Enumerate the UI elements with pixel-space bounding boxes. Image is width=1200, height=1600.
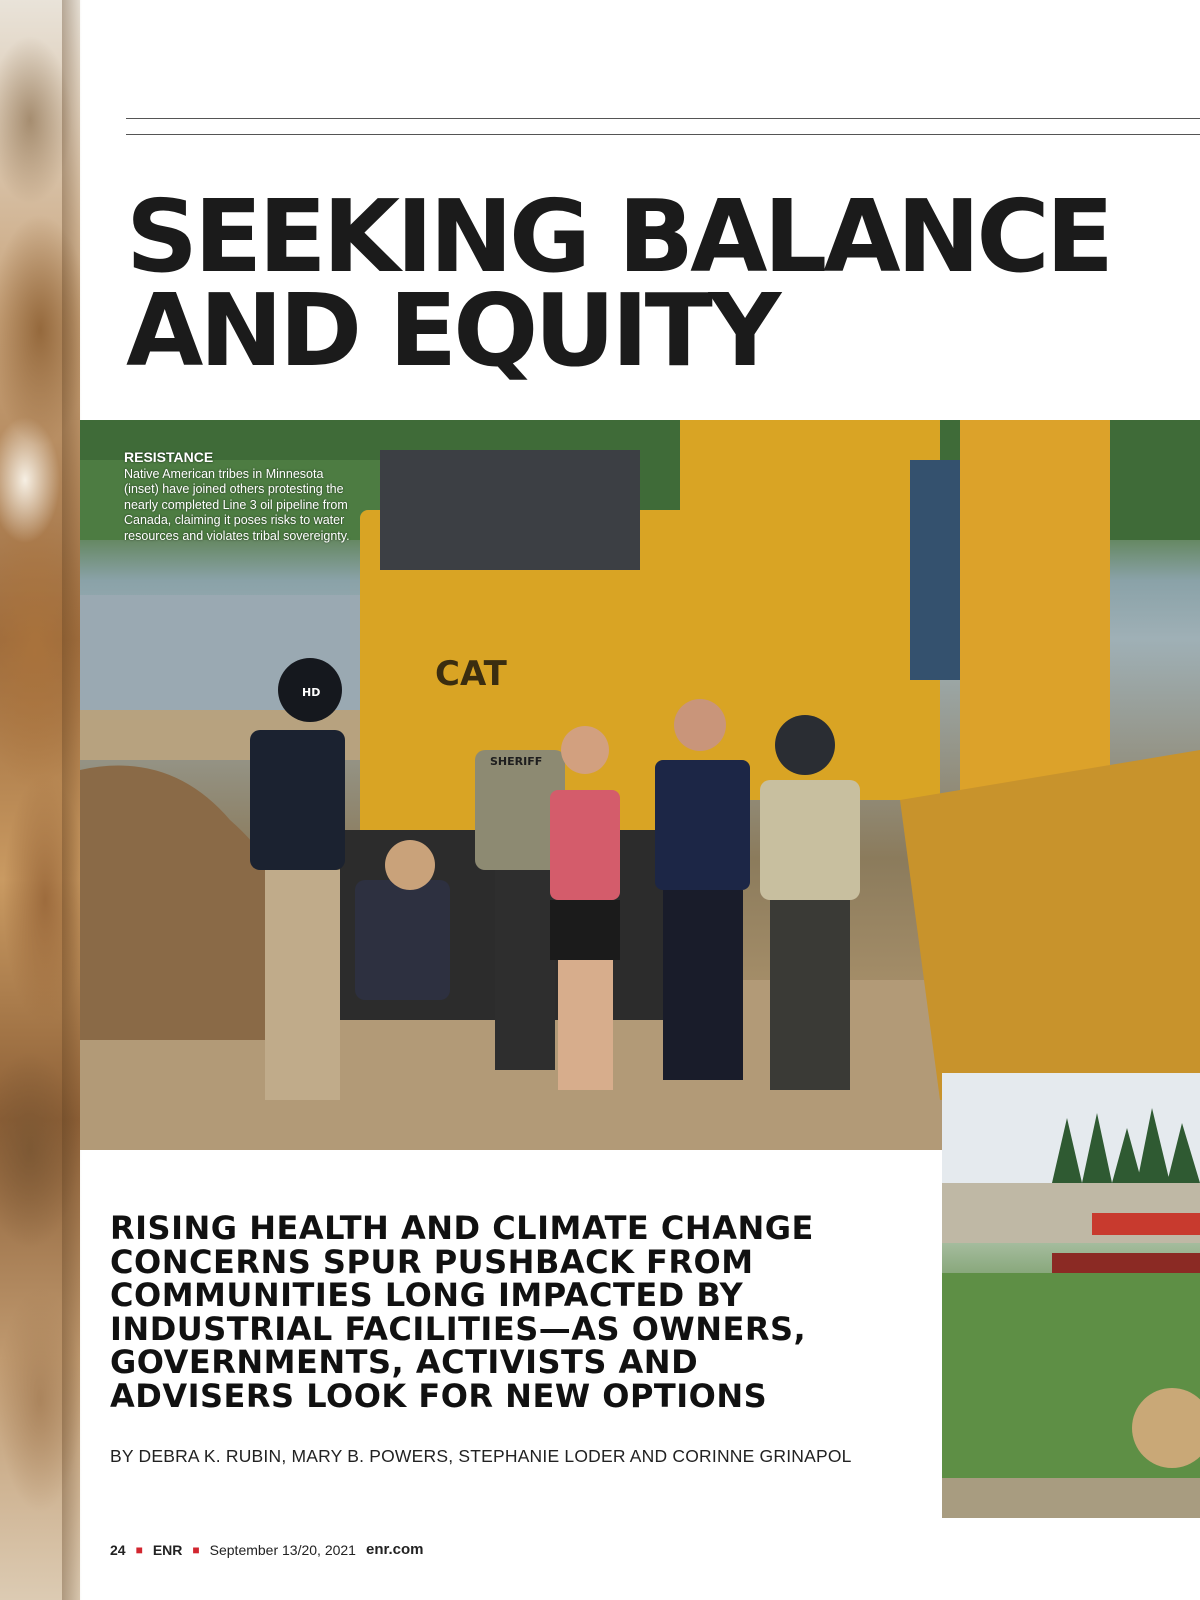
- page-number: 24: [110, 1541, 126, 1558]
- officer-right-shirt: [760, 780, 860, 900]
- caption-title: RESISTANCE: [124, 449, 214, 465]
- protester-navy-shirt: [655, 760, 750, 890]
- issue-date: September 13/20, 2021: [209, 1541, 356, 1558]
- article-headline: [126, 178, 1186, 389]
- inset-photo-pipeline-site: [942, 1073, 1200, 1518]
- protester-pink-shirt: [550, 790, 620, 900]
- top-rule-second: [126, 134, 1200, 135]
- sheriff-pants: [495, 870, 555, 1070]
- officer-left-pants: [265, 870, 340, 1100]
- helmet-label: HD: [302, 686, 321, 699]
- protester-navy-pants: [663, 890, 743, 1080]
- excavator-engine: [380, 450, 640, 570]
- sheriff-vest-label: SHERIFF: [490, 755, 543, 768]
- seated-protester-head: [385, 840, 435, 890]
- stain-edge: [62, 0, 82, 1600]
- byline: BY DEBRA K. RUBIN, MARY B. POWERS, STEPHANIE LODER AND CORINNE GRINAPOL: [110, 1446, 852, 1466]
- protester-pink-shorts: [550, 900, 620, 960]
- deck-line-3: COMMUNITIES LONG IMPACTED BY: [110, 1276, 744, 1314]
- inset-road: [942, 1478, 1200, 1518]
- officer-left-torso: [250, 730, 345, 870]
- seated-protester: [355, 880, 450, 1000]
- headline-line-1: SEEKING BALANCE: [126, 178, 1111, 295]
- article-deck: [110, 1209, 910, 1415]
- separator-square-icon: ■: [192, 1542, 200, 1557]
- protester-pink-head: [561, 726, 609, 774]
- top-rule: [126, 118, 1200, 119]
- deck-line-6: ADVISERS LOOK FOR NEW OPTIONS: [110, 1376, 768, 1415]
- page-folio: [110, 1541, 424, 1558]
- deck-line-2: CONCERNS SPUR PUSHBACK FROM: [110, 1242, 754, 1281]
- protester-navy-head: [674, 699, 726, 751]
- inset-truck: [1052, 1253, 1200, 1275]
- cat-logo: CAT: [435, 654, 507, 694]
- deck-line-4: INDUSTRIAL FACILITIES—AS OWNERS,: [110, 1309, 807, 1348]
- website-link[interactable]: enr.com: [365, 1541, 424, 1558]
- inset-pipe-stack: [1092, 1213, 1200, 1235]
- deck-line-5: GOVERNMENTS, ACTIVISTS AND: [110, 1343, 699, 1381]
- excavator-bucket: [900, 750, 1200, 1100]
- magazine-name: ENR: [152, 1541, 183, 1558]
- officer-right-helmet: [775, 715, 835, 775]
- photo-caption: [124, 450, 354, 544]
- protester-pink-legs: [558, 960, 613, 1090]
- caption-body: Native American tribes in Minnesota (inset) have joined others protesting the nearly completed Line 3 oil pipeline from Canada, claiming it poses risks to water resources and violates tribal sovereignty.: [124, 466, 350, 543]
- deck-line-1: RISING HEALTH AND CLIMATE CHANGE: [110, 1209, 814, 1247]
- inset-photo-illustration: [942, 1073, 1200, 1518]
- officer-right-pants: [770, 900, 850, 1090]
- headline-line-2: AND EQUITY: [126, 272, 778, 389]
- separator-square-icon: ■: [135, 1542, 143, 1557]
